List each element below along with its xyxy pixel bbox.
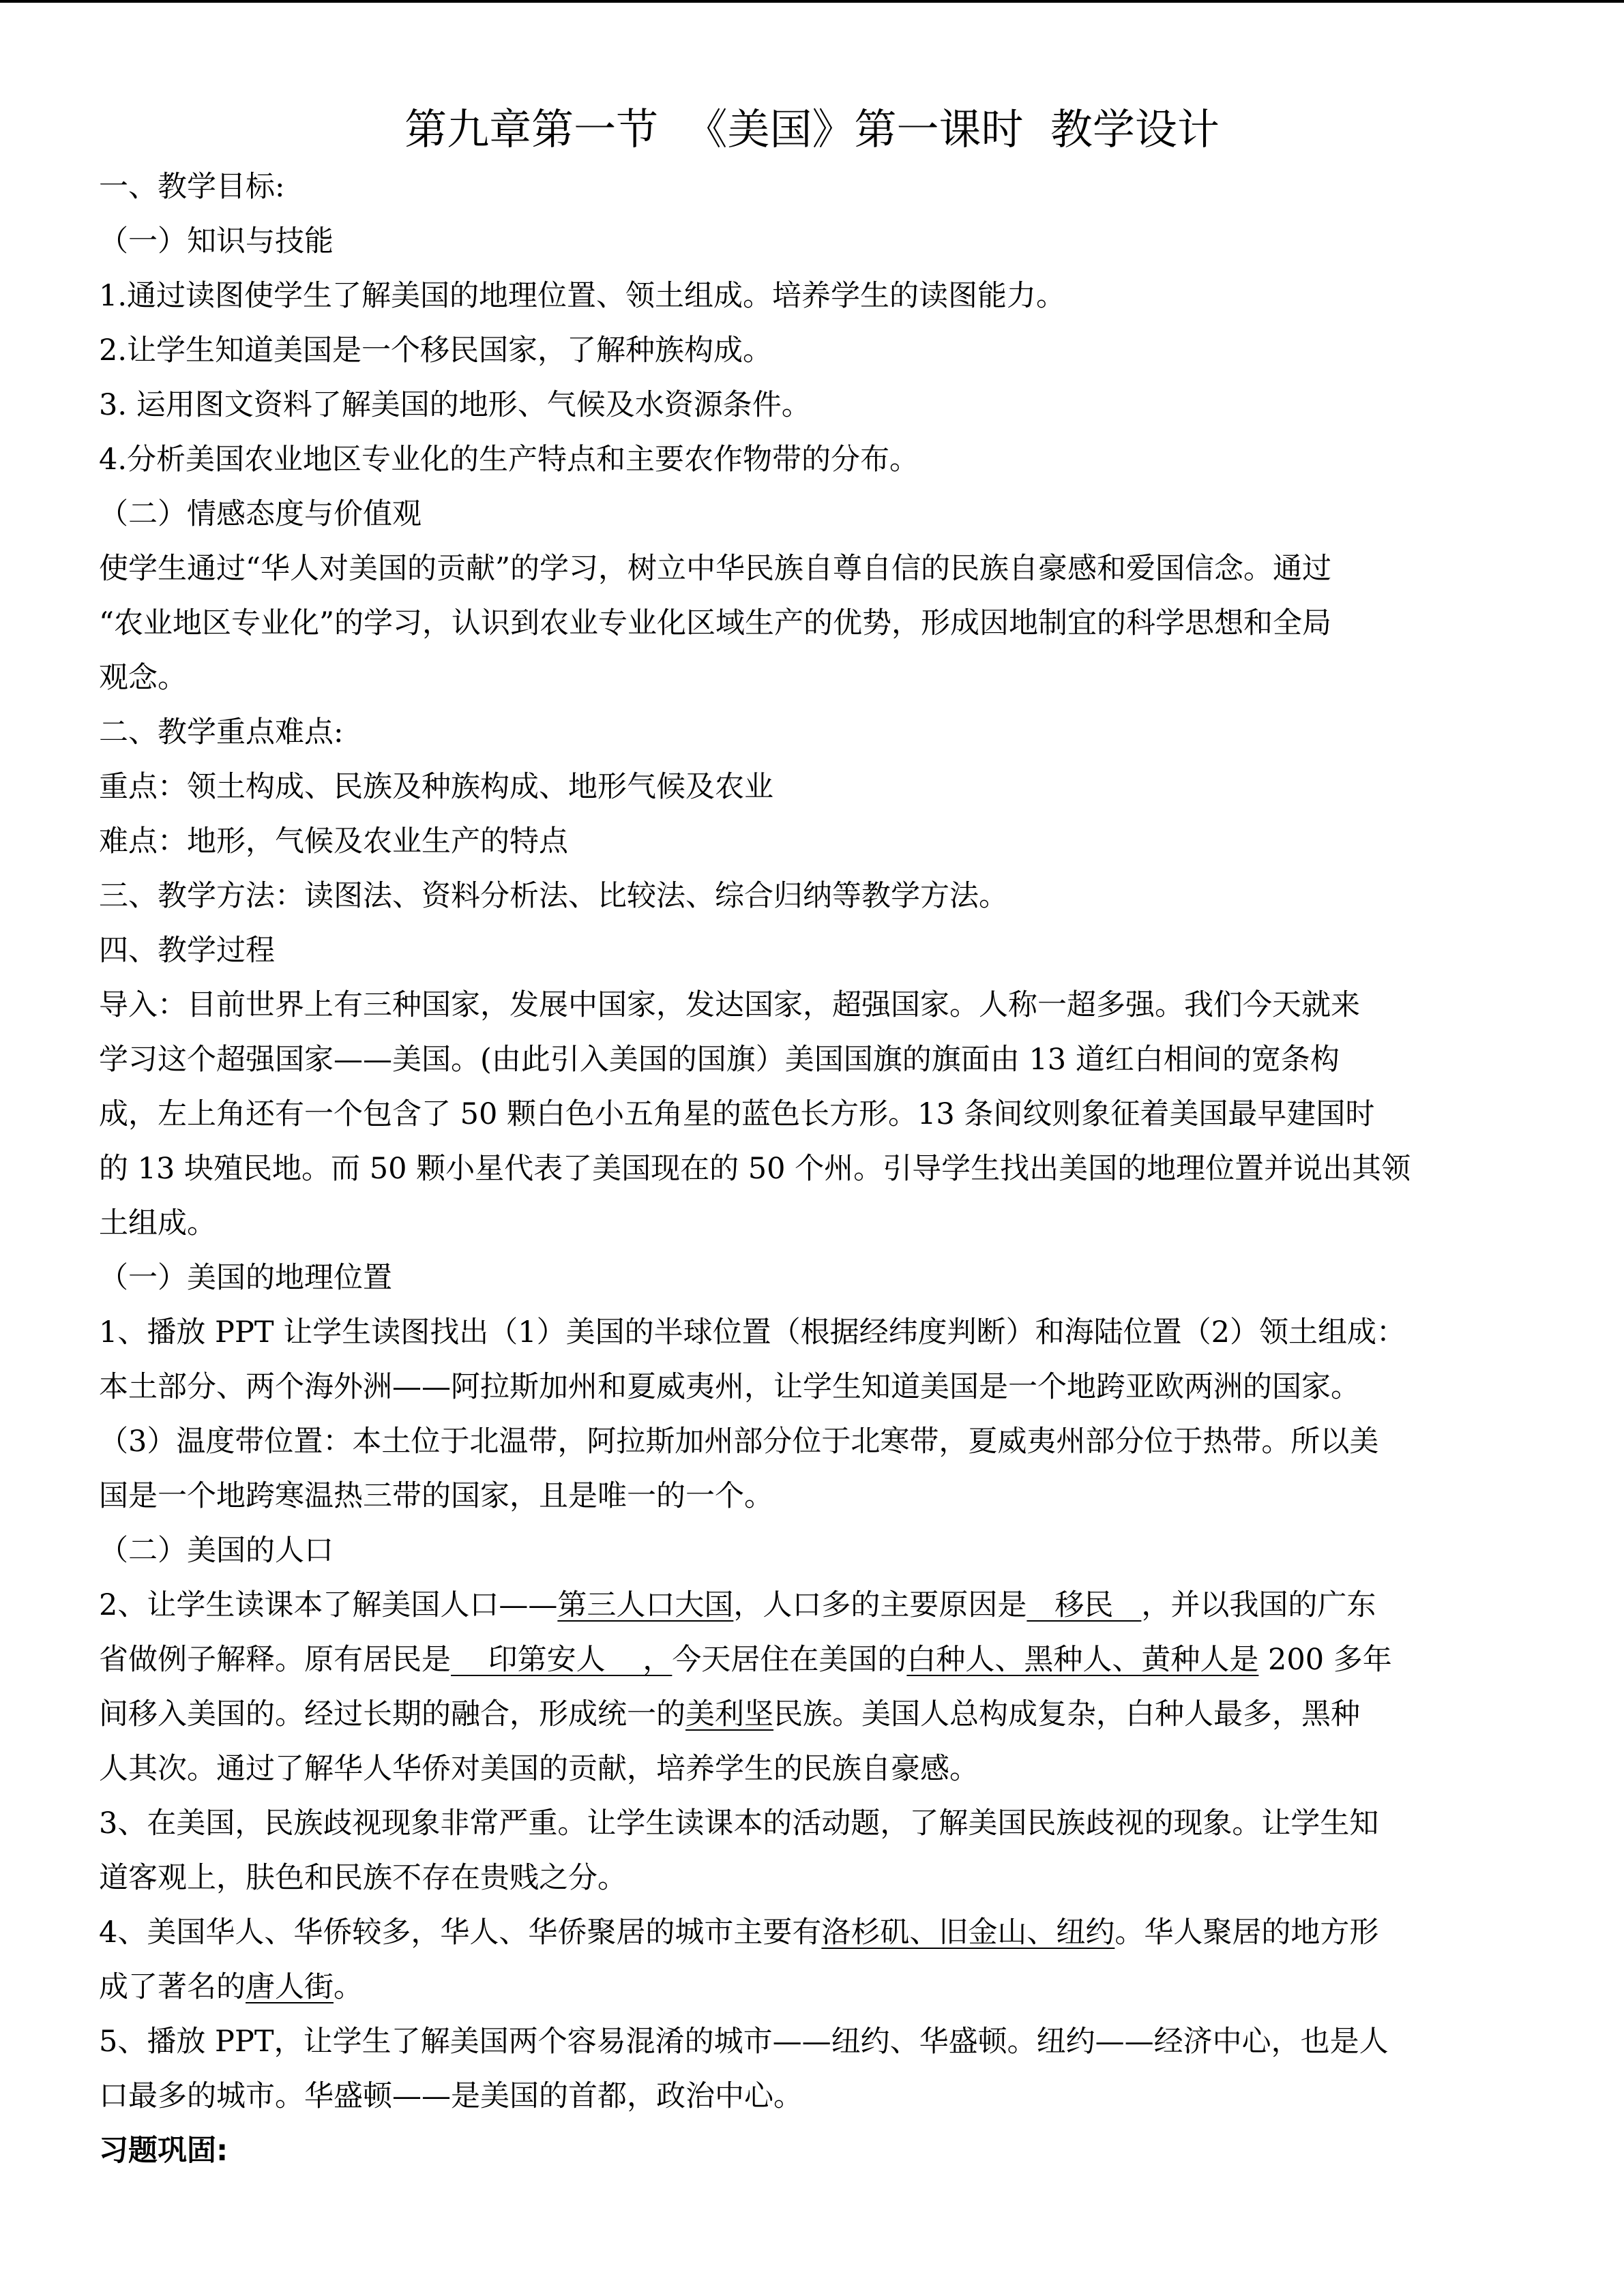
population-line — [99, 1578, 1531, 1632]
exercise-heading: 习题巩固: — [99, 2134, 228, 2168]
process-heading: 四、教学过程 — [99, 934, 275, 968]
underlined-answer: 美利坚 — [685, 1697, 773, 1731]
intro-line: 学习这个超强国家——美国。(由此引入美国的国旗）美国国旗的旗面由 13 道红白相间的宽条构 — [99, 1043, 1340, 1077]
text-segment: 2、让学生读课本了解美国人口—— — [99, 1588, 558, 1622]
methods-text: 三、教学方法：读图法、资料分析法、比较法、综合归纳等教学方法。 — [99, 879, 1008, 913]
location-line: （3）温度带位置：本土位于北温带，阿拉斯加州部分位于北寒带，夏威夷州部分位于热带。所以美 — [99, 1425, 1379, 1459]
knowledge-item: 2.让学生知道美国是一个移民国家，了解种族构成。 — [99, 333, 773, 368]
location-line: 本土部分、两个海外洲——阿拉斯加州和夏威夷州，让学生知道美国是一个地跨亚欧两洲的国家。 — [99, 1370, 1360, 1404]
emotion-heading: （二）情感态度与价值观 — [99, 497, 422, 531]
keypoint-text: 重点：领土构成、民族及种族构成、地形气候及农业 — [99, 770, 773, 804]
population-heading: （二）美国的人口 — [99, 1534, 334, 1568]
text-segment: 间移入美国的。经过长期的融合，形成统一的 — [99, 1697, 685, 1731]
underlined-answer: 第三人口大国 — [557, 1588, 734, 1622]
population-line — [99, 1632, 1531, 1687]
knowledge-item: 4.分析美国农业地区专业化的生产特点和主要农作物带的分布。 — [99, 443, 919, 477]
intro-line: 的 13 块殖民地。而 50 颗小星代表了美国现在的 50 个州。引导学生找出美国的地理位置并说出其领 — [99, 1152, 1411, 1186]
emotion-line: 观念。 — [99, 661, 187, 695]
underlined-answer: 唐人街 — [246, 1970, 334, 2004]
knowledge-item: 1.通过读图使学生了解美国的地理位置、领土组成。培养学生的读图能力。 — [99, 279, 1066, 313]
population-line — [99, 1687, 1531, 1742]
text-segment: ，人口多的主要原因是 — [733, 1588, 1027, 1622]
location-heading: （一）美国的地理位置 — [99, 1261, 392, 1295]
objectives-heading: 一、教学目标: — [99, 170, 285, 204]
text-segment: 今天居住在美国的 — [672, 1643, 907, 1677]
emotion-line: “农业地区专业化”的学习，认识到农业专业化区域生产的优势，形成因地制宜的科学思想和全局 — [99, 606, 1331, 640]
text-segment: ，并以我国的广东 — [1141, 1588, 1376, 1622]
knowledge-heading: （一）知识与技能 — [99, 224, 334, 258]
text-segment: 200 多年 — [1258, 1643, 1392, 1677]
text-segment: 省做例子解释。原有居民是 — [99, 1643, 451, 1677]
text-segment: 4、美国华人、华侨较多，华人、华侨聚居的城市主要有 — [99, 1915, 822, 1950]
emotion-line: 使学生通过“华人对美国的贡献”的学习，树立中华民族自尊自信的民族自豪感和爱国信念。通过 — [99, 552, 1331, 586]
cities-line: 5、播放 PPT，让学生了解美国两个容易混淆的城市——纽约、华盛顿。纽约——经济中心，也是人 — [99, 2025, 1389, 2059]
keypoints-heading: 二、教学重点难点: — [99, 715, 344, 749]
discrimination-line: 道客观上，肤色和民族不存在贵贱之分。 — [99, 1861, 627, 1895]
intro-line: 成，左上角还有一个包含了 50 颗白色小五角星的蓝色长方形。13 条间纹则象征着美国最早建国时 — [99, 1097, 1375, 1131]
chinese-cities-line — [99, 1960, 1531, 2014]
location-line: 国是一个地跨寒温热三带的国家，且是唯一的一个。 — [99, 1479, 773, 1513]
underlined-answer: 白种人、黑种人、黄种人是 — [906, 1643, 1259, 1677]
text-segment: 民族。美国人总构成复杂，白种人最多，黑种 — [773, 1697, 1360, 1731]
cities-line: 口最多的城市。华盛顿——是美国的首都，政治中心。 — [99, 2079, 803, 2113]
text-segment: 。 — [334, 1970, 363, 2004]
underlined-answer: 印第安人 ， — [451, 1643, 673, 1677]
page-title: 第九章第一节 《美国》第一课时 教学设计 — [404, 104, 1220, 154]
knowledge-item: 3. 运用图文资料了解美国的地形、气候及水资源条件。 — [99, 388, 811, 422]
underlined-answer: 移民 — [1027, 1588, 1142, 1622]
text-segment: 。华人聚居的地方形 — [1114, 1915, 1379, 1950]
intro-line: 土组成。 — [99, 1206, 216, 1240]
location-line: 1、播放 PPT 让学生读图找出（1）美国的半球位置（根据经纬度判断）和海陆位置（2）领土组成： — [99, 1315, 1406, 1350]
chinese-cities-line — [99, 1905, 1531, 1960]
difficulty-text: 难点：地形，气候及农业生产的特点 — [99, 824, 568, 859]
underlined-answer: 洛杉矶、旧金山、纽约 — [821, 1915, 1115, 1950]
intro-line: 导入：目前世界上有三种国家，发展中国家，发达国家，超强国家。人称一超多强。我们今天就来 — [99, 988, 1360, 1022]
discrimination-line: 3、在美国，民族歧视现象非常严重。让学生读课本的活动题，了解美国民族歧视的现象。让学生知 — [99, 1806, 1379, 1840]
population-line: 人其次。通过了解华人华侨对美国的贡献，培养学生的民族自豪感。 — [99, 1752, 979, 1786]
text-segment: 成了著名的 — [99, 1970, 246, 2004]
